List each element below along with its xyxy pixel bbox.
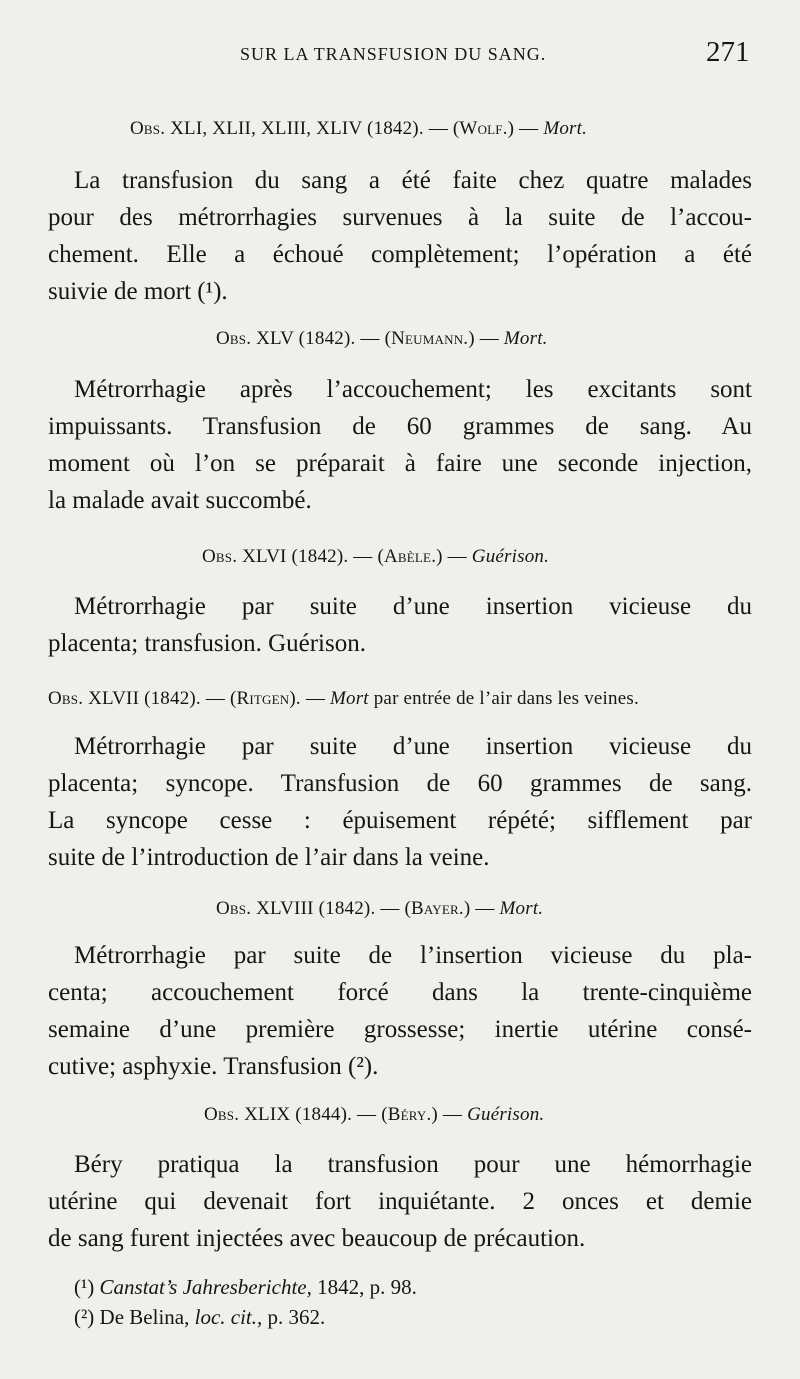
text-line: La transfusion du sang a été faite chez quatre malades <box>74 167 752 194</box>
text-line: pour des métrorrhagies survenues à la suite de l’accou- <box>48 204 752 231</box>
footnotes <box>74 1272 417 1332</box>
observation-heading: Obs. XLVIII (1842). — (Bayer.) — Mort. <box>216 898 544 919</box>
observation-text <box>48 728 752 876</box>
observation-heading: Obs. XLVI (1842). — (Abèle.) — Guérison. <box>202 546 550 567</box>
page-number: 271 <box>706 36 750 68</box>
text-line: moment où l’on se préparait à faire une seconde injection, <box>48 450 752 477</box>
text-line: suivie de mort (¹). <box>48 278 228 305</box>
text-line: semaine d’une première grossesse; inertie utérine consé- <box>48 1016 752 1043</box>
text-line: chement. Elle a échoué complètement; l’opération a été <box>48 241 752 268</box>
text-line: centa; accouchement forcé dans la trente-cinquième <box>48 979 752 1006</box>
observation-text <box>48 162 752 310</box>
observation-text <box>48 937 752 1085</box>
text-line: placenta; syncope. Transfusion de 60 grammes de sang. <box>48 770 752 797</box>
observation-text <box>48 588 752 662</box>
text-line: impuissants. Transfusion de 60 grammes de sang. Au <box>48 413 752 440</box>
footnote: (²) De Belina, loc. cit., p. 362. <box>74 1305 326 1329</box>
observation-heading: Obs. XLVII (1842). — (Ritgen). — Mort par entrée de l’air dans les veines. <box>48 688 639 709</box>
text-line: de sang furent injectées avec beaucoup de précaution. <box>48 1225 586 1252</box>
text-line: Métrorrhagie par suite d’une insertion vicieuse du <box>74 593 752 620</box>
text-line: utérine qui devenait fort inquiétante. 2 onces et demie <box>48 1188 752 1215</box>
text-line: La syncope cesse : épuisement répété; sifflement par <box>48 807 752 834</box>
footnote: (¹) Canstat’s Jahresberichte, 1842, p. 98. <box>74 1275 417 1299</box>
text-line: Métrorrhagie après l’accouchement; les excitants sont <box>74 376 752 403</box>
text-line: placenta; transfusion. Guérison. <box>48 630 366 657</box>
observation-heading: Obs. XLV (1842). — (Neumann.) — Mort. <box>216 328 548 349</box>
text-line: suite de l’introduction de l’air dans la veine. <box>48 844 490 871</box>
text-line: Métrorrhagie par suite de l’insertion vicieuse du pla- <box>74 942 752 969</box>
observation-heading: Obs. XLIX (1844). — (Béry.) — Guérison. <box>204 1104 545 1125</box>
running-title: SUR LA TRANSFUSION DU SANG. <box>240 44 547 64</box>
observation-text <box>48 1146 752 1257</box>
text-line: la malade avait succombé. <box>48 487 312 514</box>
page-header <box>0 36 800 76</box>
text-line: Métrorrhagie par suite d’une insertion vicieuse du <box>74 733 752 760</box>
observation-heading: Obs. XLI, XLII, XLIII, XLIV (1842). — (Wolf.) — Mort. <box>130 118 588 139</box>
text-line: cutive; asphyxie. Transfusion (²). <box>48 1053 379 1080</box>
text-line: Béry pratiqua la transfusion pour une hémorrhagie <box>74 1151 752 1178</box>
observation-text <box>48 371 752 519</box>
